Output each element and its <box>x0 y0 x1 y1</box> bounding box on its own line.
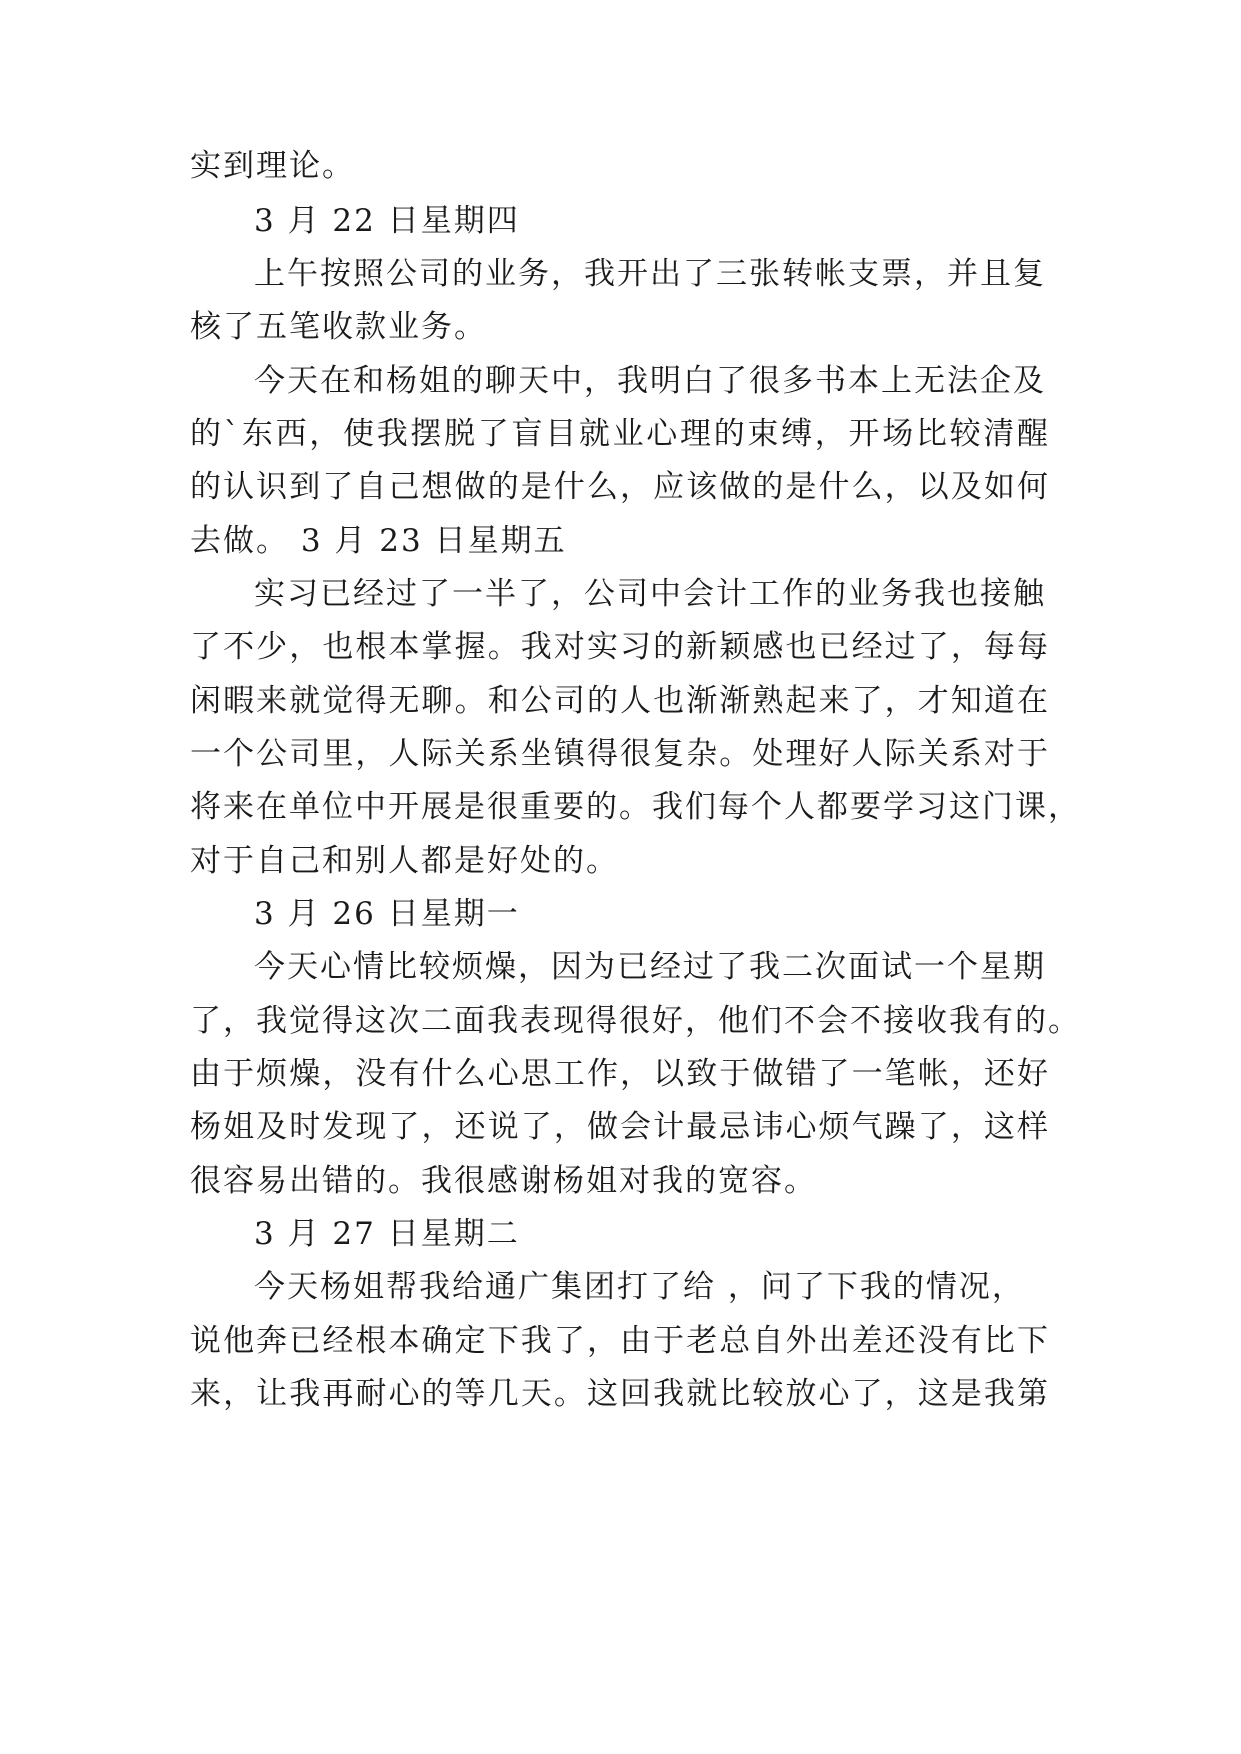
date-heading-mar-26: 3 月 26 日星期一 <box>254 896 520 932</box>
text-line-14: 对于自己和别人都是好处的。 <box>190 843 619 879</box>
text-line-13: 将来在单位中开展是很重要的。我们每个人都要学习这门课， <box>190 789 1081 825</box>
text-line-17: 了，我觉得这次二面我表现得很好，他们不会不接收我有的。 <box>190 1003 1081 1039</box>
text-line-18: 由于烦燥，没有什么心思工作，以致于做错了一笔帐，还好 <box>190 1056 1050 1092</box>
text-line-24: 来，让我再耐心的等几天。这回我就比较放心了，这是我第 <box>190 1376 1050 1412</box>
text-line-12: 一个公司里，人际关系坐镇得很复杂。处理好人际关系对于 <box>190 736 1050 772</box>
text-line-1: 实到理论。 <box>190 148 355 184</box>
date-heading-mar-27: 3 月 27 日星期二 <box>254 1216 520 1252</box>
text-line-3: 上午按照公司的业务，我开出了三张转帐支票，并且复 <box>254 256 1046 292</box>
text-line-16: 今天心情比较烦燥，因为已经过了我二次面试一个星期 <box>254 949 1046 985</box>
text-line-8: 去做。 3 月 23 日星期五 <box>190 523 567 559</box>
text-line-22: 今天杨姐帮我给通广集团打了给 ，问了下我的情况， <box>254 1269 1025 1305</box>
text-line-19: 杨姐及时发现了，还说了，做会计最忌讳心烦气躁了，这样 <box>190 1109 1050 1145</box>
text-line-20: 很容易出错的。我很感谢杨姐对我的宽容。 <box>190 1163 817 1199</box>
text-line-23: 说他奔已经根本确定下我了，由于老总自外出差还没有比下 <box>190 1323 1050 1359</box>
date-heading-mar-22: 3 月 22 日星期四 <box>254 203 520 239</box>
text-line-11: 闲暇来就觉得无聊。和公司的人也渐渐熟起来了，才知道在 <box>190 683 1050 719</box>
text-line-9: 实习已经过了一半了，公司中会计工作的业务我也接触 <box>254 576 1046 612</box>
text-line-5: 今天在和杨姐的聊天中，我明白了很多书本上无法企及 <box>254 363 1046 399</box>
text-line-7: 的认识到了自己想做的是什么，应该做的是什么，以及如何 <box>190 469 1050 505</box>
text-line-10: 了不少，也根本掌握。我对实习的新颖感也已经过了，每每 <box>190 629 1050 665</box>
text-line-6: 的`东西，使我摆脱了盲目就业心理的束缚，开场比较清醒 <box>190 416 1050 452</box>
text-line-4: 核了五笔收款业务。 <box>190 309 487 345</box>
